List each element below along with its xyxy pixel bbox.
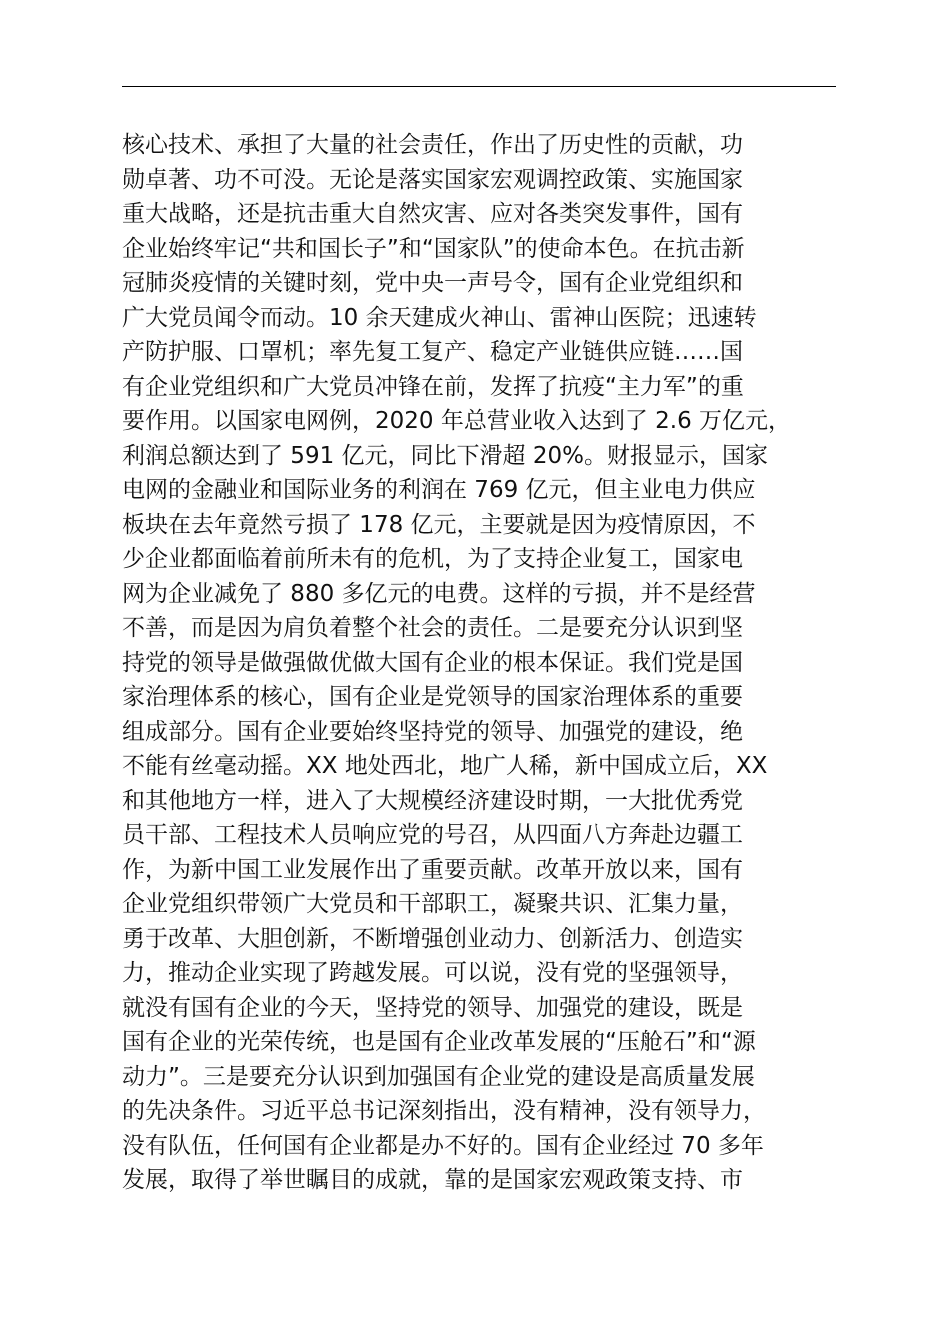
text-line: 不善，而是因为肩负着整个社会的责任。二是要充分认识到坚 [122,615,743,641]
text-line: 广大党员闻令而动。10 余天建成火神山、雷神山医院；迅速转 [122,304,757,331]
text-line: 重大战略，还是抗击重大自然灾害、应对各类突发事件，国有 [122,201,743,227]
text-line: 企业党组织带领广大党员和干部职工，凝聚共识、汇集力量， [122,891,743,917]
text-line: 作，为新中国工业发展作出了重要贡献。改革开放以来，国有 [122,856,743,883]
text-line: 国有企业的光荣传统，也是国有企业改革发展的“压舱石”和“源 [122,1029,756,1055]
text-line: 板块在去年竟然亏损了 178 亿元，主要就是因为疫情原因，不 [122,511,756,538]
text-line: 没有队伍，任何国有企业都是办不好的。国有企业经过 70 多年 [122,1132,764,1159]
text-line: 持党的领导是做强做优做大国有企业的根本保证。我们党是国 [122,649,743,676]
text-line: 力，推动企业实现了跨越发展。可以说，没有党的坚强领导， [122,960,743,986]
text-line: 产防护服、口罩机；率先复工复产、稳定产业链供应链……国 [122,339,743,365]
text-line: 勋卓著、功不可没。无论是落实国家宏观调控政策、实施国家 [122,166,743,193]
text-line: 企业始终牢记“共和国长子”和“国家队”的使命本色。在抗击新 [122,235,745,262]
text-line: 动力”。三是要充分认识到加强国有企业党的建设是高质量发展 [122,1063,755,1090]
text-line: 员干部、工程技术人员响应党的号召，从四面八方奔赴边疆工 [122,822,743,848]
text-line: 组成部分。国有企业要始终坚持党的领导、加强党的建设，绝 [122,718,743,745]
text-line: 冠肺炎疫情的关键时刻，党中央一声号令，国有企业党组织和 [122,270,743,296]
text-line: 发展，取得了举世瞩目的成就，靠的是国家宏观政策支持、市 [122,1167,743,1193]
text-line: 有企业党组织和广大党员冲锋在前，发挥了抗疫“主力军”的重 [122,373,744,400]
text-line: 少企业都面临着前所未有的危机，为了支持企业复工，国家电 [122,546,743,572]
text-line: 勇于改革、大胆创新，不断增强创业动力、创新活力、创造实 [122,925,743,952]
text-line: 就没有国有企业的今天，坚持党的领导、加强党的建设，既是 [122,994,743,1021]
text-line: 不能有丝毫动摇。XX 地处西北，地广人稀，新中国成立后，XX [122,753,768,779]
text-line: 的先决条件。习近平总书记深刻指出，没有精神，没有领导力， [122,1098,766,1124]
text-line: 网为企业减免了 880 多亿元的电费。这样的亏损，并不是经营 [122,580,756,607]
text-line: 核心技术、承担了大量的社会责任，作出了历史性的贡献，功 [122,132,743,158]
text-line: 利润总额达到了 591 亿元，同比下滑超 20%。财报显示，国家 [122,442,768,469]
text-line: 和其他地方一样，进入了大规模经济建设时期，一大批优秀党 [122,787,743,814]
header-rule [122,86,836,87]
text-line: 家治理体系的核心，国有企业是党领导的国家治理体系的重要 [122,684,743,710]
text-line: 要作用。以国家电网例，2020 年总营业收入达到了 2.6 万亿元， [122,408,792,434]
body-paragraph [122,128,882,1198]
text-line: 电网的金融业和国际业务的利润在 769 亿元，但主业电力供应 [122,477,756,503]
